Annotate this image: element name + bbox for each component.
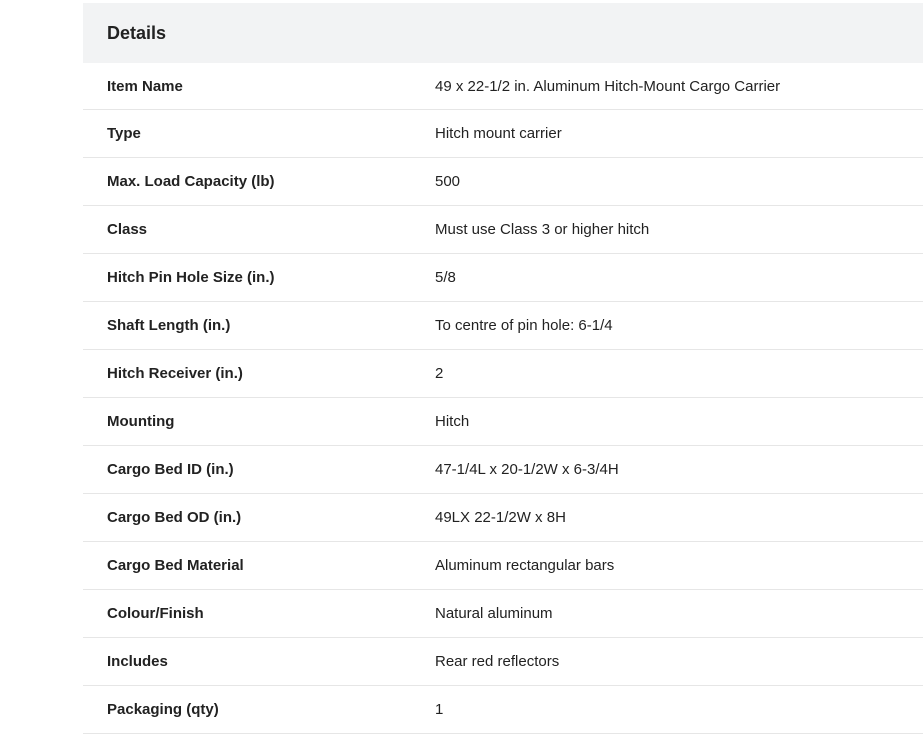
spec-value: Natural aluminum [435,605,553,622]
spec-value: Rear red reflectors [435,653,560,670]
spec-label: Colour/Finish [107,605,204,622]
table-row [83,350,923,398]
spec-value: Must use Class 3 or higher hitch [435,221,650,238]
table-row [83,302,923,350]
details-panel [83,3,923,734]
spec-value: 5/8 [435,269,456,286]
details-header [83,3,923,63]
table-row [83,254,923,302]
spec-value: Hitch [435,413,470,430]
table-row [83,686,923,734]
spec-value: Aluminum rectangular bars [435,557,615,574]
spec-label: Cargo Bed ID (in.) [107,461,234,478]
table-row [83,542,923,590]
table-row [83,110,923,158]
spec-label: Item Name [107,77,183,95]
spec-label: Type [107,125,141,142]
spec-label: Hitch Receiver (in.) [107,365,243,382]
table-row [83,590,923,638]
table-row [83,158,923,206]
spec-label: Packaging (qty) [107,701,219,718]
table-row [83,398,923,446]
spec-label: Class [107,221,148,238]
spec-value: Hitch mount carrier [435,125,562,142]
spec-label: Max. Load Capacity (lb) [107,173,275,190]
spec-value: 47-1/4L x 20-1/2W x 6-3/4H [435,461,619,478]
spec-value: 2 [435,365,444,382]
details-title: Details [107,22,167,43]
spec-label: Mounting [107,413,175,430]
table-row [83,63,923,110]
table-row [83,206,923,254]
spec-value: To centre of pin hole: 6-1/4 [435,317,613,334]
spec-label: Cargo Bed OD (in.) [107,509,242,526]
spec-table [83,63,923,734]
table-row [83,494,923,542]
spec-label: Shaft Length (in.) [107,317,231,334]
spec-value: 49LX 22-1/2W x 8H [435,509,566,526]
spec-value: 1 [435,701,444,718]
table-row [83,446,923,494]
table-row [83,638,923,686]
spec-value: 500 [435,173,461,190]
spec-value: 49 x 22-1/2 in. Aluminum Hitch-Mount Cargo Carrier [435,77,781,95]
spec-label: Includes [107,653,168,670]
spec-label: Cargo Bed Material [107,557,244,574]
spec-label: Hitch Pin Hole Size (in.) [107,269,275,286]
